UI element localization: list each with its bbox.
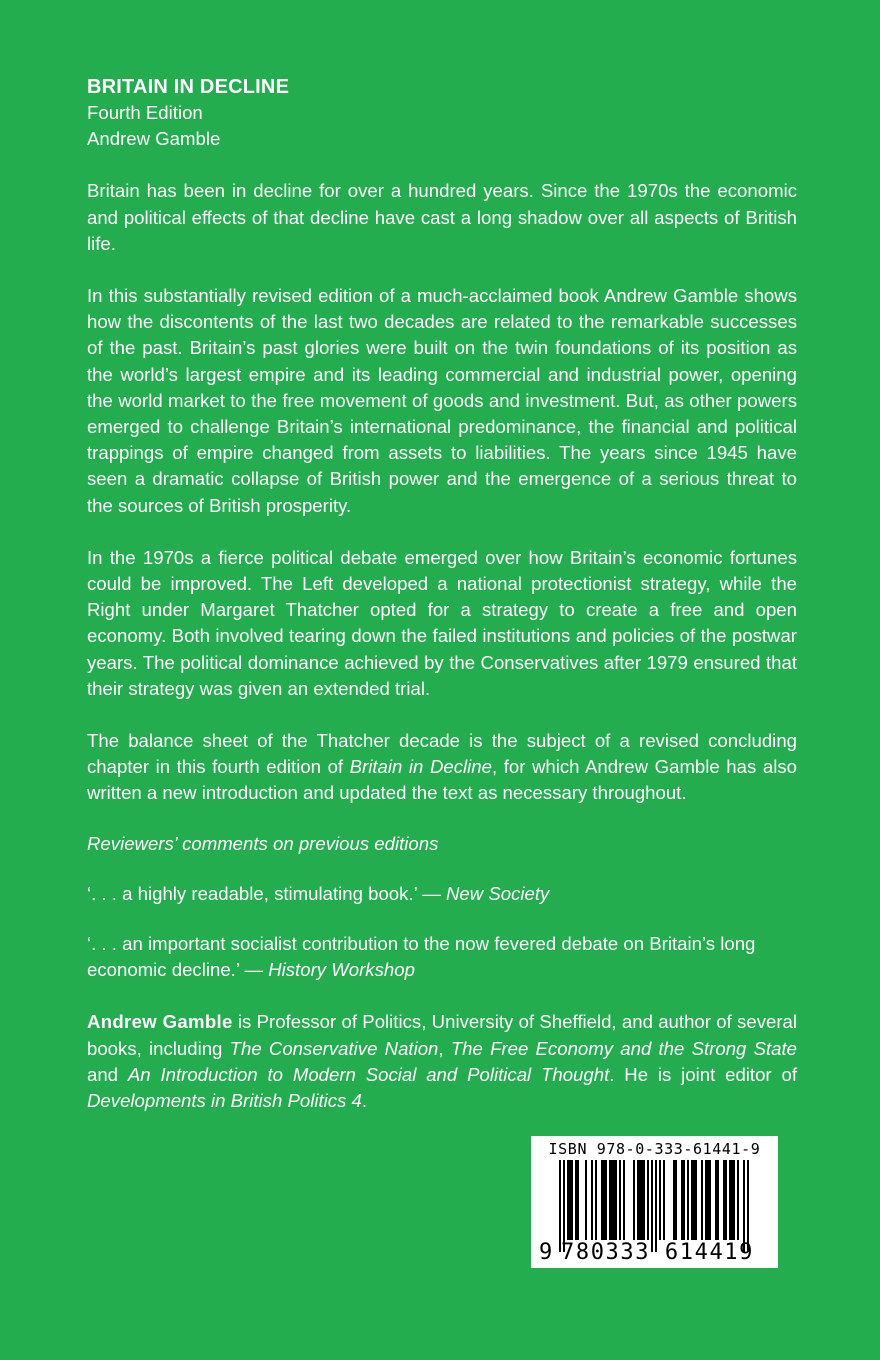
- barcode-bar: [595, 1160, 597, 1240]
- barcode-bar: [687, 1160, 689, 1240]
- barcode-bar: [681, 1160, 683, 1240]
- barcode-bar: [683, 1160, 685, 1240]
- barcode-bar: [705, 1160, 707, 1240]
- barcode-bar: [715, 1160, 717, 1240]
- barcode-bar: [655, 1160, 657, 1252]
- blurb-p4-text-a: The balance sheet of the Thatcher decade is the subject of a revised concluding chapter in this fourth edition of: [87, 730, 797, 778]
- barcode-bar: [743, 1160, 745, 1252]
- review-quote-2-source: History Workshop: [268, 959, 415, 981]
- barcode-bar: [611, 1160, 613, 1240]
- review-quote-1-source: New Society: [445, 882, 550, 904]
- barcode-bar: [571, 1160, 573, 1240]
- barcode-bar: [585, 1160, 587, 1240]
- review-quote-1: [87, 881, 797, 907]
- barcode-bar: [725, 1160, 727, 1240]
- barcode-bar: [569, 1160, 571, 1240]
- author-bio-book-3: An Introduction to Modern Social and Political Thought: [127, 1063, 610, 1085]
- reviewers-heading: Reviewers’ comments on previous editions: [87, 832, 439, 854]
- barcode-bar: [723, 1160, 725, 1240]
- barcode-bar: [603, 1160, 605, 1240]
- barcode-bar: [601, 1160, 603, 1240]
- barcode-bar: [577, 1160, 579, 1240]
- barcode-digit-lead: 9: [539, 1240, 554, 1265]
- barcode-bar: [651, 1160, 653, 1252]
- author-bio-text-1: is Professor of Politics, University of Sheffield, and author of several books, including: [87, 1011, 797, 1059]
- review-quote-1-text: ‘. . . a highly readable, stimulating book.’ —: [87, 882, 446, 904]
- barcode-bar: [691, 1160, 693, 1240]
- barcode-bar: [623, 1160, 625, 1240]
- barcode-bar: [675, 1160, 677, 1240]
- barcode-bar: [609, 1160, 611, 1240]
- author-bio-book-2: The Free Economy and the Strong State: [450, 1037, 798, 1059]
- barcode-bar: [659, 1160, 661, 1240]
- barcode-bar: [633, 1160, 635, 1240]
- author-bio-name: Andrew Gamble: [87, 1011, 233, 1033]
- barcode-bar: [619, 1160, 621, 1240]
- barcode-bar: [575, 1160, 577, 1240]
- barcode-bar: [663, 1160, 665, 1240]
- barcode-bar: [701, 1160, 703, 1240]
- barcode-bar: [639, 1160, 641, 1240]
- barcode-bar: [559, 1160, 561, 1252]
- barcode-bar: [643, 1160, 645, 1240]
- book-title: BRITAIN IN DECLINE: [87, 76, 290, 98]
- blurb-paragraph-2: In this substantially revised edition of a much-acclaimed book Andrew Gamble shows how the discontents of the last two decades are related to the remarkable successes of the past. Britain’s past glories were built on the twin foundations of its position as the world’s largest empire and its leading commercial and industrial power, opening the world market to the free movement of goods and investment. But, as other powers emerged to challenge Britain’s international predominance, the financial and political trappings of empire changed from assets to liabilities. The years since 1945 have seen a dramatic collapse of British power and the emergence of a serious threat to the sources of British prosperity.: [87, 285, 797, 516]
- barcode-bar: [641, 1160, 643, 1240]
- book-edition: Fourth Edition: [87, 102, 203, 123]
- barcode-bar: [695, 1160, 697, 1240]
- blurb-paragraph-4: [87, 728, 797, 807]
- barcode-bar: [733, 1160, 735, 1240]
- barcode-digits-rest: 780333 614419: [561, 1240, 754, 1265]
- author-bio-book-4: Developments in British Politics 4: [87, 1090, 362, 1112]
- isbn-label: ISBN 978-0-333-61441-9: [548, 1140, 761, 1158]
- author-bio-text-5: .: [361, 1090, 368, 1112]
- book-author: Andrew Gamble: [87, 128, 221, 150]
- barcode-bar: [615, 1160, 617, 1240]
- barcode-bar: [613, 1160, 615, 1240]
- barcode-bar: [693, 1160, 695, 1240]
- blurb-p4-book-title: Britain in Decline: [349, 756, 492, 778]
- barcode-bar: [731, 1160, 733, 1240]
- barcode-bar: [717, 1160, 719, 1240]
- text-column: [87, 74, 797, 1114]
- barcode-bar: [591, 1160, 593, 1240]
- barcode-bar: [673, 1160, 675, 1240]
- author-bio-text-4: . He is joint editor of: [609, 1063, 797, 1085]
- barcode-bar: [563, 1160, 565, 1252]
- isbn-barcode: [531, 1136, 778, 1268]
- author-bio-text-3: and: [87, 1063, 128, 1085]
- barcode-bar: [605, 1160, 607, 1240]
- barcode-bar: [737, 1160, 739, 1240]
- barcode-bar: [729, 1160, 731, 1240]
- barcode-bar: [709, 1160, 711, 1240]
- barcode-bar: [647, 1160, 649, 1240]
- review-quote-2: [87, 931, 797, 983]
- blurb-paragraph-3: In the 1970s a fierce political debate emerged over how Britain’s economic fortunes could be improved. The Left developed a national protectionist strategy, while the Right under Margaret Thatcher opted for a strategy to create a free and open economy. Both involved tearing down the failed institutions and policies of the postwar years. The political dominance achieved by the Conservatives after 1979 ensured that their strategy was given an extended trial.: [87, 546, 797, 699]
- author-bio: [87, 1009, 797, 1114]
- author-bio-book-1: The Conservative Nation: [229, 1037, 439, 1059]
- barcode-bar: [747, 1160, 749, 1252]
- barcode-bar: [567, 1160, 569, 1240]
- barcode-bar: [637, 1160, 639, 1240]
- review-quote-2-text: ‘. . . an important socialist contribution to the now fevered debate on Britain’s long economic decline.’ —: [87, 933, 756, 981]
- author-bio-text-2: ,: [438, 1037, 451, 1059]
- barcode-bar: [707, 1160, 709, 1240]
- blurb-paragraph-1: Britain has been in decline for over a hundred years. Since the 1970s the economic and political effects of that decline have cast a long shadow over all aspects of British life.: [87, 180, 797, 254]
- blurb-p4-text-b: , for which Andrew Gamble has also written a new introduction and updated the text as necessary throughout.: [87, 756, 797, 804]
